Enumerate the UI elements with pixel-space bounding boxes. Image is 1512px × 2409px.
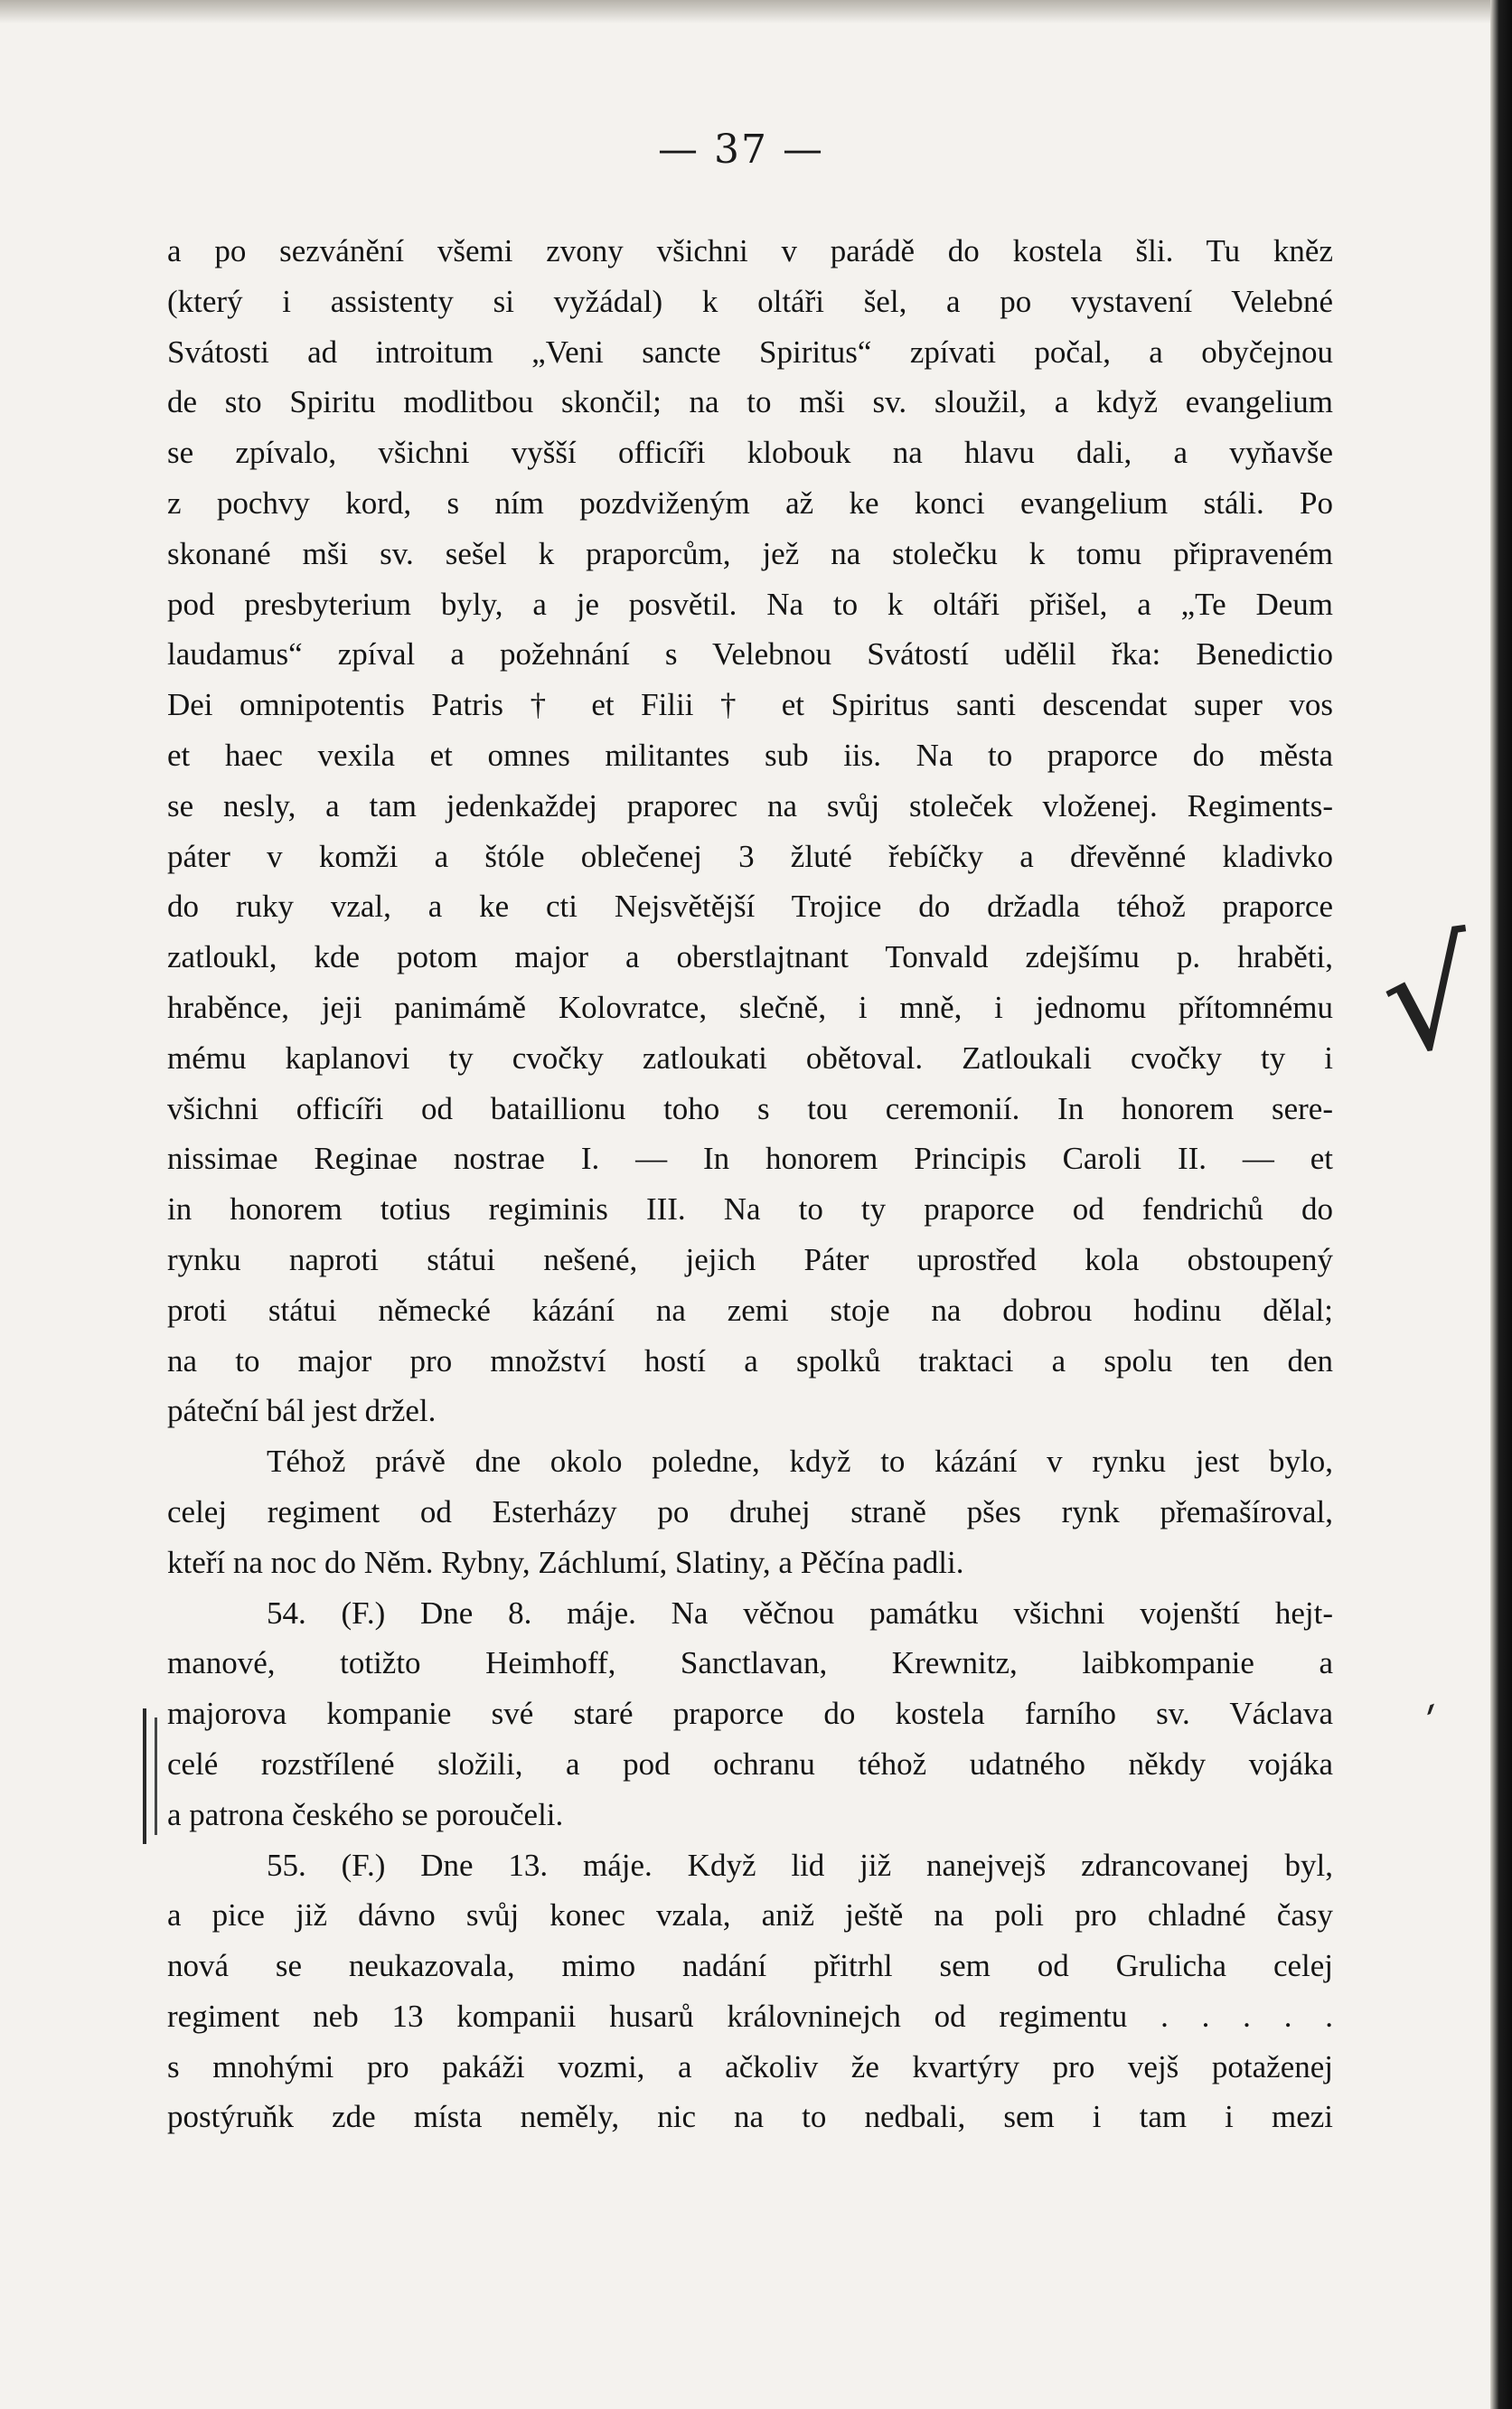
- text-line: na to major pro množství hostí a spolků traktaci a spolu ten den: [167, 1342, 1333, 1379]
- text-line: páter v komži a štóle oblečenej 3 žluté řebíčky a dřevěnné kladivko: [167, 838, 1333, 874]
- text-line: a pice již dávno svůj konec vzala, aniž ještě na poli pro chladné časy: [167, 1897, 1333, 1934]
- text-line: majorova kompanie své staré praporce do kostela farního sv. Václava: [167, 1696, 1333, 1732]
- text-line: Dei omnipotentis Patris † et Filii † et Spiritus santi descendat super vos: [167, 687, 1333, 723]
- handwritten-margin-bracket-inner: [155, 1717, 163, 1835]
- text-line: skonané mši sv. sešel k praporcům, jež na stolečku k tomu připraveném: [167, 535, 1333, 571]
- handwritten-tick-mark: ˏ: [1401, 1661, 1442, 1718]
- page-number: — 37 —: [658, 127, 824, 173]
- text-line: všichni officíři od bataillionu toho s tou ceremonií. In honorem sere-: [167, 1090, 1333, 1126]
- text-line: a patrona českého se poroučeli.: [167, 1796, 564, 1832]
- text-line: páteční bál jest držel.: [167, 1393, 437, 1429]
- text-line: 55. (F.) Dne 13. máje. Když lid již nanejvejš zdrancovanej byl,: [267, 1847, 1333, 1883]
- text-line: se nesly, a tam jedenkaždej praporec na svůj stoleček vloženej. Regiments-: [167, 787, 1333, 823]
- text-line: et haec vexila et omnes militantes sub iis. Na to praporce do města: [167, 737, 1333, 773]
- text-line: do ruky vzal, a ke cti Nejsvětější Trojice do držadla téhož praporce: [167, 889, 1333, 925]
- page-top-edge: [0, 0, 1490, 24]
- text-line: 54. (F.) Dne 8. máje. Na věčnou památku všichni vojenští hejt-: [267, 1595, 1333, 1631]
- text-line: regiment neb 13 kompanii husarů královninejch od regimentu . . . . .: [167, 1998, 1333, 2034]
- text-line: manové, totižto Heimhoff, Sanctlavan, Krewnitz, laibkompanie a: [167, 1645, 1333, 1681]
- text-line: Svátosti ad introitum „Veni sancte Spiritus“ zpívati počal, a obyčejnou: [167, 334, 1333, 370]
- text-line: nissimae Reginae nostrae I. — In honorem Principis Caroli II. — et: [167, 1141, 1333, 1177]
- text-line: mému kaplanovi ty cvočky zatloukati obětoval. Zatloukali cvočky ty i: [167, 1040, 1333, 1076]
- text-line: postýruňk zde místa neměly, nic na to nedbali, sem i tam i mezi: [167, 2099, 1333, 2135]
- handwritten-check-mark: √: [1371, 907, 1487, 1088]
- text-line: hraběnce, jeji panimámě Kolovratce, slečně, i mně, i jednomu přítomnému: [167, 989, 1333, 1025]
- page-right-edge: [1490, 0, 1512, 2409]
- text-line: proti státui německé kázání na zemi stoje na dobrou hodinu dělal;: [167, 1292, 1333, 1328]
- text-line: nová se neukazovala, mimo nadání přitrhl sem od Grulicha celej: [167, 1948, 1333, 1984]
- text-line: (který i assistenty si vyžádal) k oltáři šel, a po vystavení Velebné: [167, 283, 1333, 319]
- text-line: celé rozstřílené složili, a pod ochranu téhož udatného někdy vojáka: [167, 1746, 1333, 1782]
- text-line: laudamus“ zpíval a požehnání s Velebnou Svátostí udělil řka: Benedictio: [167, 636, 1333, 673]
- text-line: rynku naproti státui nešené, jejich Páter uprostřed kola obstoupený: [167, 1241, 1333, 1277]
- body-text: [167, 226, 1333, 2142]
- text-line: pod presbyterium byly, a je posvětil. Na to k oltáři přišel, a „Te Deum: [167, 586, 1333, 622]
- text-line: se zpívalo, všichni vyšší officíři klobouk na hlavu dali, a vyňavše: [167, 435, 1333, 471]
- handwritten-margin-bracket: [143, 1708, 154, 1844]
- text-line: celej regiment od Esterházy po druhej straně pšes rynk přemašíroval,: [167, 1493, 1333, 1529]
- text-line: Téhož právě dne okolo poledne, když to kázání v rynku jest bylo,: [267, 1444, 1333, 1480]
- text-line: in honorem totius regiminis III. Na to ty praporce od fendrichů do: [167, 1191, 1333, 1228]
- text-line: kteří na noc do Něm. Rybny, Záchlumí, Slatiny, a Pěčína padli.: [167, 1544, 964, 1580]
- text-line: de sto Spiritu modlitbou skončil; na to mši sv. sloužil, a když evangelium: [167, 384, 1333, 420]
- text-line: s mnohými pro pakáži vozmi, a ačkoliv že kvartýry pro vejš potaženej: [167, 2048, 1333, 2084]
- text-line: a po sezvánění všemi zvony všichni v parádě do kostela šli. Tu kněz: [167, 233, 1333, 268]
- text-line: z pochvy kord, s ním pozdviženým až ke konci evangelium stáli. Po: [167, 485, 1333, 521]
- text-line: zatloukl, kde potom major a oberstlajtnant Tonvald zdejšímu p. hraběti,: [167, 939, 1333, 975]
